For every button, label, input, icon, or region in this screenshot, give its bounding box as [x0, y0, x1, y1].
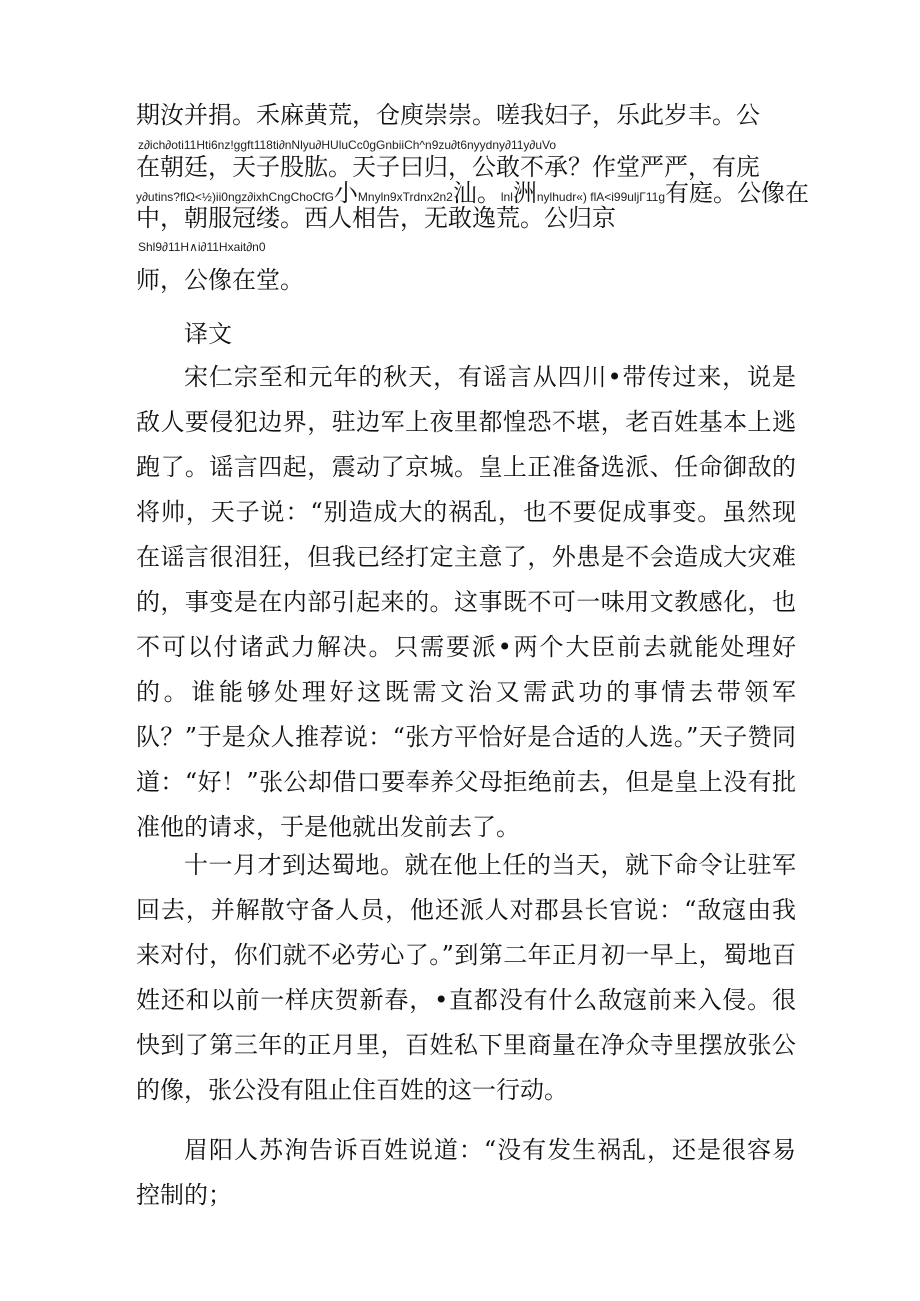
translation-heading: 译文 [184, 320, 232, 348]
translation-paragraph-2: 十一月才到达蜀地。就在他上任的当天，就下命令让驻军回去，并解散守备人员，他还派人对郡县长官说：“敌寇由我来对付，你们就不必劳心了。”到第二年正月初一早上，蜀地百姓还和以前一样庆贺新春，•直都没有什么敌寇前来入侵。很快到了第三年的正月里，百姓私下里商量在净众寺里摆放张公的像，张公没有阻止住百姓的这一行动。 [136, 851, 796, 1104]
ocr-noise-fragment-c: lnl [500, 190, 513, 204]
ocr-char-a: 小 [333, 179, 358, 207]
ocr-noise-line-1: z∂ich∂oti11Hti6nz!ggft118ti∂nNlyu∂HUluCc0gGnbiiCh^n9zu∂t6nyydny∂11y∂uVo [138, 138, 557, 152]
ocr-char-b: 汕。 [452, 179, 501, 207]
poem-line-3-text: 有庭。公像在 [665, 179, 810, 207]
ocr-char-c: 洲 [512, 179, 537, 207]
poem-line-4: 中，朝服冠缕。西人相告，无敢逸荒。公归京 [136, 204, 616, 232]
poem-line-2: 在朝廷，天子股肱。天子曰归，公敢不承？作堂严严，有庑 [136, 153, 760, 181]
poem-line-5: 师，公像在堂。 [136, 266, 304, 294]
ocr-noise-fragment-d: nylhudr«) flA<i99ulj [536, 190, 640, 204]
poem-line-1: 期汝并捐。禾麻黄荒，仓庾崇崇。嗟我妇子，乐此岁丰。公 [136, 101, 760, 129]
ocr-noise-fragment-b: Mnyln9xTrdnx2n2 [357, 190, 453, 204]
ocr-noise-fragment-e: Γ11g [639, 190, 666, 204]
ocr-noise-fragment-a: y∂utins?flΩ<½)ii0ngz∂ixhCngChoCfG [136, 190, 334, 204]
ocr-noise-line-4: Shl9∂11H∧i∂11Hxait∂n0 [138, 240, 266, 254]
translation-paragraph-3: 眉阳人苏洵告诉百姓说道：“没有发生祸乱，还是很容易控制的； [136, 1136, 796, 1209]
translation-paragraph-1: 宋仁宗至和元年的秋天，有谣言从四川•带传过来，说是敌人要侵犯边界，驻边军上夜里都惶恐不堪，老百姓基本上逃跑了。谣言四起，震动了京城。皇上正准备选派、任命御敌的将帅，天子说：“别造成大的祸乱，也不要促成事变。虽然现在谣言很泪狂，但我已经打定主意了，外患是不会造成大灾难的，事变是在内部引起来的。这事既不可一味用文教感化，也不可以付诸武力解决。只需要派•两个大臣前去就能处理好的。谁能够处理好这既需文治又需武功的事情去带领军队？”于是众人推荐说：“张方平恰好是合适的人选。”天子赞同道：“好！”张公却借口要奉养父母拒绝前去，但是皇上没有批准他的请求，于是他就出发前去了。 [136, 363, 796, 841]
